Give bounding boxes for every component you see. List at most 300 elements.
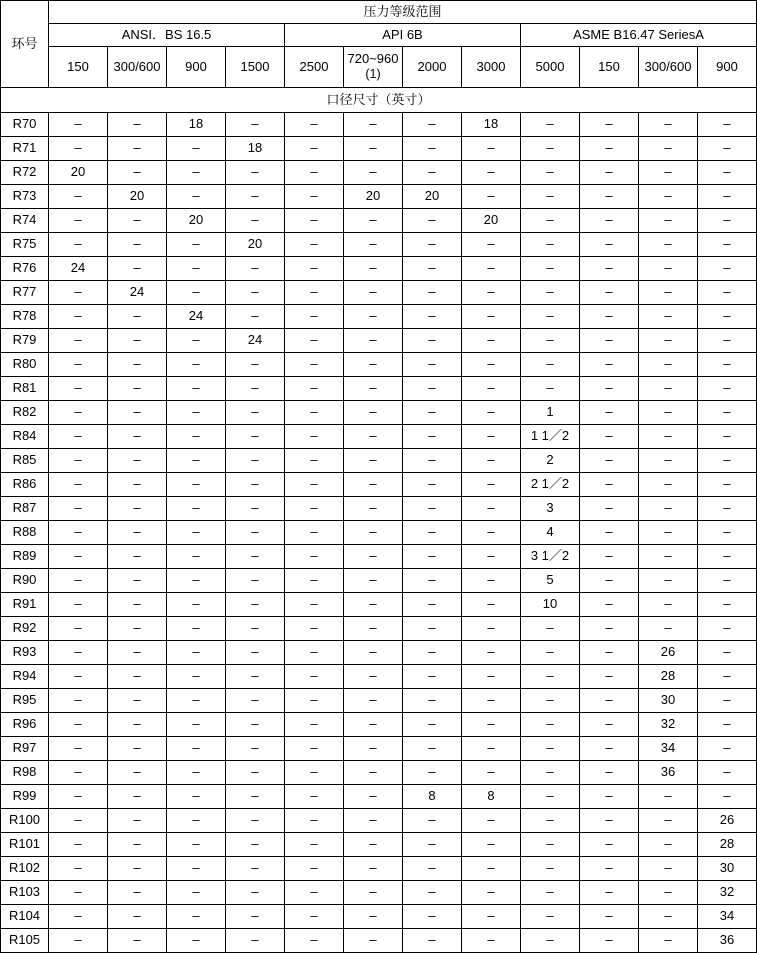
table-body: [1, 113, 757, 953]
size-cell: –: [285, 929, 344, 953]
size-cell: –: [167, 641, 226, 665]
size-cell: –: [521, 329, 580, 353]
size-cell: –: [639, 305, 698, 329]
size-cell: –: [403, 425, 462, 449]
size-cell: –: [639, 881, 698, 905]
size-cell: –: [226, 449, 285, 473]
size-cell: –: [285, 161, 344, 185]
size-cell: –: [462, 377, 521, 401]
size-cell: –: [344, 809, 403, 833]
size-cell: –: [344, 161, 403, 185]
size-cell: –: [167, 785, 226, 809]
size-cell: –: [108, 257, 167, 281]
size-cell: 32: [698, 881, 757, 905]
size-cell: –: [49, 713, 108, 737]
class-header-0: [49, 47, 108, 88]
class-header-9: [580, 47, 639, 88]
size-cell: –: [108, 737, 167, 761]
size-cell: –: [49, 857, 108, 881]
size-cell: –: [403, 353, 462, 377]
size-cell: –: [698, 713, 757, 737]
ring-number-cell: R105: [1, 929, 49, 953]
size-cell: –: [49, 905, 108, 929]
size-cell: –: [639, 809, 698, 833]
class-header-label: 720~960: [347, 51, 399, 67]
size-cell: –: [403, 593, 462, 617]
size-cell: –: [226, 377, 285, 401]
size-cell: –: [285, 785, 344, 809]
size-cell: 20: [403, 185, 462, 209]
size-cell: –: [580, 857, 639, 881]
size-cell: –: [521, 905, 580, 929]
size-cell: –: [403, 329, 462, 353]
size-cell: 24: [108, 281, 167, 305]
size-cell: –: [580, 665, 639, 689]
class-header-1: [108, 47, 167, 88]
size-cell: –: [226, 809, 285, 833]
size-cell: –: [108, 521, 167, 545]
size-cell: –: [462, 689, 521, 713]
class-header-label: 1500: [240, 58, 270, 74]
size-cell: –: [167, 665, 226, 689]
size-cell: –: [49, 305, 108, 329]
size-cell: –: [580, 761, 639, 785]
size-cell: –: [49, 185, 108, 209]
size-cell: –: [462, 449, 521, 473]
size-cell: –: [108, 137, 167, 161]
class-header-6: [403, 47, 462, 88]
table-row: [1, 569, 757, 593]
size-cell: –: [580, 641, 639, 665]
ring-number-cell: R97: [1, 737, 49, 761]
size-cell: –: [639, 929, 698, 953]
ring-number-cell: R99: [1, 785, 49, 809]
size-cell: –: [403, 569, 462, 593]
ring-number-cell: R91: [1, 593, 49, 617]
class-header-4: [285, 47, 344, 88]
size-cell: –: [108, 497, 167, 521]
ring-number-cell: R104: [1, 905, 49, 929]
size-cell: –: [226, 425, 285, 449]
group-header-asme: ASME B16.47 SeriesA: [521, 24, 757, 47]
size-cell: –: [580, 257, 639, 281]
size-cell: –: [167, 593, 226, 617]
size-cell: –: [226, 857, 285, 881]
size-cell: –: [285, 569, 344, 593]
size-cell: –: [462, 521, 521, 545]
size-cell: –: [698, 665, 757, 689]
size-cell: –: [167, 401, 226, 425]
size-cell: –: [226, 593, 285, 617]
size-cell: –: [698, 761, 757, 785]
size-cell: –: [285, 857, 344, 881]
size-cell: –: [167, 473, 226, 497]
size-cell: –: [108, 305, 167, 329]
size-cell: –: [639, 113, 698, 137]
size-cell: –: [403, 473, 462, 497]
size-cell: –: [344, 137, 403, 161]
size-cell: –: [108, 929, 167, 953]
size-cell: –: [698, 113, 757, 137]
size-cell: –: [226, 713, 285, 737]
size-cell: 8: [403, 785, 462, 809]
size-cell: –: [521, 665, 580, 689]
size-cell: –: [580, 521, 639, 545]
size-cell: –: [344, 233, 403, 257]
size-cell: –: [403, 905, 462, 929]
size-cell: –: [167, 809, 226, 833]
table-row: [1, 833, 757, 857]
size-cell: –: [226, 761, 285, 785]
size-cell: –: [580, 593, 639, 617]
size-cell: 8: [462, 785, 521, 809]
size-cell: –: [462, 665, 521, 689]
size-cell: –: [403, 617, 462, 641]
ring-number-cell: R82: [1, 401, 49, 425]
size-cell: –: [344, 689, 403, 713]
size-cell: –: [462, 569, 521, 593]
size-cell: –: [580, 905, 639, 929]
size-cell: –: [521, 353, 580, 377]
size-cell: –: [285, 185, 344, 209]
size-cell: –: [639, 833, 698, 857]
size-cell: –: [580, 161, 639, 185]
size-cell: –: [462, 425, 521, 449]
size-cell: –: [285, 617, 344, 641]
table-row: [1, 545, 757, 569]
size-cell: 20: [462, 209, 521, 233]
size-cell: –: [462, 641, 521, 665]
size-cell: –: [108, 233, 167, 257]
size-cell: –: [521, 881, 580, 905]
size-cell: –: [462, 281, 521, 305]
table-row: [1, 785, 757, 809]
size-cell: 24: [49, 257, 108, 281]
size-cell: –: [580, 473, 639, 497]
size-cell: –: [167, 545, 226, 569]
size-cell: –: [403, 233, 462, 257]
ring-number-cell: R98: [1, 761, 49, 785]
size-cell: –: [462, 329, 521, 353]
size-cell: –: [49, 593, 108, 617]
size-cell: –: [167, 233, 226, 257]
size-cell: –: [108, 833, 167, 857]
size-cell: –: [49, 689, 108, 713]
size-cell: –: [167, 857, 226, 881]
size-cell: –: [49, 929, 108, 953]
size-cell: –: [108, 449, 167, 473]
size-cell: –: [698, 569, 757, 593]
size-cell: –: [521, 257, 580, 281]
size-cell: –: [49, 809, 108, 833]
class-header-label: 2500: [299, 58, 329, 74]
size-cell: –: [698, 281, 757, 305]
class-header-10: [639, 47, 698, 88]
size-cell: –: [403, 209, 462, 233]
size-cell: –: [521, 641, 580, 665]
size-cell: –: [403, 929, 462, 953]
size-cell: –: [403, 401, 462, 425]
size-cell: –: [285, 281, 344, 305]
table-row: [1, 233, 757, 257]
class-header-label: 300/600: [644, 58, 692, 74]
size-cell: –: [639, 161, 698, 185]
table-row: [1, 521, 757, 545]
table-row: [1, 257, 757, 281]
table-row: [1, 377, 757, 401]
size-cell: –: [639, 617, 698, 641]
size-cell: –: [639, 281, 698, 305]
class-header-3: [226, 47, 285, 88]
size-cell: –: [167, 137, 226, 161]
size-cell: –: [285, 737, 344, 761]
size-cell: –: [167, 617, 226, 641]
size-cell: –: [639, 257, 698, 281]
size-cell: –: [521, 809, 580, 833]
size-cell: –: [344, 353, 403, 377]
size-cell: –: [403, 281, 462, 305]
size-cell: –: [580, 545, 639, 569]
size-cell: –: [108, 593, 167, 617]
size-cell: –: [403, 665, 462, 689]
size-cell: –: [698, 233, 757, 257]
size-cell: –: [226, 257, 285, 281]
size-cell: –: [49, 641, 108, 665]
class-header-5: [344, 47, 403, 88]
ring-number-cell: R77: [1, 281, 49, 305]
size-cell: –: [49, 665, 108, 689]
size-cell: –: [108, 113, 167, 137]
size-cell: –: [698, 161, 757, 185]
size-cell: 3: [521, 497, 580, 521]
size-cell: –: [580, 281, 639, 305]
size-cell: –: [344, 473, 403, 497]
header-row-classes: [1, 47, 757, 88]
size-cell: –: [285, 641, 344, 665]
ring-number-cell: R80: [1, 353, 49, 377]
size-cell: 18: [167, 113, 226, 137]
class-header-label: 3000: [476, 58, 506, 74]
size-cell: –: [639, 593, 698, 617]
size-cell: 32: [639, 713, 698, 737]
size-cell: 4: [521, 521, 580, 545]
size-cell: –: [285, 257, 344, 281]
size-cell: –: [108, 617, 167, 641]
size-cell: –: [344, 401, 403, 425]
size-cell: –: [580, 713, 639, 737]
size-cell: 24: [226, 329, 285, 353]
size-cell: –: [698, 329, 757, 353]
ring-number-cell: R92: [1, 617, 49, 641]
size-cell: 20: [108, 185, 167, 209]
size-cell: –: [226, 113, 285, 137]
size-cell: –: [698, 593, 757, 617]
size-cell: –: [521, 209, 580, 233]
size-cell: –: [403, 161, 462, 185]
size-cell: –: [580, 785, 639, 809]
size-cell: –: [108, 401, 167, 425]
size-cell: –: [580, 449, 639, 473]
size-cell: –: [167, 425, 226, 449]
size-cell: –: [344, 497, 403, 521]
size-cell: –: [521, 281, 580, 305]
size-cell: –: [580, 185, 639, 209]
pressure-range-header: 压力等级范围: [49, 1, 757, 24]
size-cell: –: [344, 113, 403, 137]
size-cell: 34: [698, 905, 757, 929]
table-row: [1, 305, 757, 329]
size-cell: 3 1／2: [521, 545, 580, 569]
size-cell: –: [462, 593, 521, 617]
size-cell: –: [698, 737, 757, 761]
size-cell: –: [108, 425, 167, 449]
size-cell: –: [226, 905, 285, 929]
size-cell: –: [108, 353, 167, 377]
ring-number-cell: R94: [1, 665, 49, 689]
size-cell: –: [403, 449, 462, 473]
size-cell: –: [462, 161, 521, 185]
size-cell: –: [580, 233, 639, 257]
size-cell: –: [521, 185, 580, 209]
size-cell: –: [462, 881, 521, 905]
class-header-label: 150: [598, 58, 620, 74]
header-row-standards: [1, 24, 757, 47]
size-cell: –: [403, 737, 462, 761]
size-cell: –: [167, 161, 226, 185]
table-row: [1, 185, 757, 209]
size-cell: –: [285, 593, 344, 617]
size-cell: –: [698, 377, 757, 401]
table-row: [1, 281, 757, 305]
size-cell: –: [226, 521, 285, 545]
size-cell: –: [49, 377, 108, 401]
size-cell: –: [521, 137, 580, 161]
ring-number-cell: R88: [1, 521, 49, 545]
size-cell: –: [285, 833, 344, 857]
size-cell: –: [285, 353, 344, 377]
size-cell: 2: [521, 449, 580, 473]
size-cell: –: [285, 377, 344, 401]
size-cell: –: [639, 377, 698, 401]
table-row: [1, 425, 757, 449]
size-cell: –: [639, 569, 698, 593]
size-cell: –: [226, 737, 285, 761]
size-cell: –: [580, 833, 639, 857]
size-cell: –: [462, 857, 521, 881]
size-cell: –: [49, 737, 108, 761]
size-cell: –: [49, 545, 108, 569]
size-cell: –: [49, 233, 108, 257]
size-cell: –: [167, 281, 226, 305]
size-cell: –: [521, 785, 580, 809]
ring-number-cell: R87: [1, 497, 49, 521]
size-cell: –: [344, 281, 403, 305]
size-cell: –: [698, 425, 757, 449]
size-cell: –: [285, 761, 344, 785]
size-cell: –: [403, 545, 462, 569]
class-header-label: 2000: [417, 58, 447, 74]
size-cell: –: [521, 857, 580, 881]
ring-number-cell: R96: [1, 713, 49, 737]
size-cell: –: [226, 785, 285, 809]
ring-number-cell: R79: [1, 329, 49, 353]
size-cell: –: [108, 545, 167, 569]
ring-number-cell: R90: [1, 569, 49, 593]
size-cell: –: [462, 137, 521, 161]
table-row: [1, 113, 757, 137]
size-cell: –: [639, 905, 698, 929]
size-cell: –: [580, 401, 639, 425]
size-cell: –: [403, 521, 462, 545]
size-cell: –: [698, 521, 757, 545]
group-header-ansi: ANSI．BS 16.5: [49, 24, 285, 47]
size-cell: –: [462, 833, 521, 857]
size-cell: –: [462, 617, 521, 641]
size-cell: –: [698, 257, 757, 281]
size-cell: –: [167, 353, 226, 377]
ring-number-cell: R102: [1, 857, 49, 881]
size-cell: –: [639, 497, 698, 521]
size-cell: –: [344, 521, 403, 545]
size-cell: –: [580, 353, 639, 377]
size-cell: –: [226, 185, 285, 209]
size-cell: –: [639, 209, 698, 233]
size-cell: –: [344, 425, 403, 449]
size-cell: –: [698, 689, 757, 713]
size-cell: 26: [698, 809, 757, 833]
size-cell: –: [285, 665, 344, 689]
size-cell: –: [108, 641, 167, 665]
size-cell: 28: [639, 665, 698, 689]
table-row: [1, 905, 757, 929]
size-cell: –: [344, 449, 403, 473]
size-cell: –: [344, 833, 403, 857]
size-cell: 20: [344, 185, 403, 209]
size-cell: –: [698, 545, 757, 569]
size-cell: –: [403, 713, 462, 737]
size-cell: –: [344, 377, 403, 401]
size-cell: –: [285, 305, 344, 329]
ring-number-cell: R85: [1, 449, 49, 473]
size-cell: –: [403, 377, 462, 401]
size-cell: –: [403, 881, 462, 905]
size-cell: –: [344, 737, 403, 761]
size-cell: –: [285, 545, 344, 569]
size-cell: –: [49, 761, 108, 785]
size-cell: –: [403, 857, 462, 881]
size-cell: –: [521, 737, 580, 761]
size-cell: –: [285, 449, 344, 473]
size-cell: –: [49, 401, 108, 425]
size-cell: –: [226, 209, 285, 233]
table-row: [1, 161, 757, 185]
ring-number-cell: R78: [1, 305, 49, 329]
size-cell: –: [226, 281, 285, 305]
table-row: [1, 857, 757, 881]
size-cell: –: [521, 161, 580, 185]
size-cell: –: [285, 113, 344, 137]
size-cell: –: [167, 377, 226, 401]
size-cell: –: [462, 257, 521, 281]
size-cell: –: [226, 569, 285, 593]
class-header-label: 900: [716, 58, 738, 74]
table-row: [1, 209, 757, 233]
size-cell: –: [285, 473, 344, 497]
size-cell: –: [403, 113, 462, 137]
size-cell: –: [639, 329, 698, 353]
size-cell: –: [403, 809, 462, 833]
ring-number-cell: R84: [1, 425, 49, 449]
